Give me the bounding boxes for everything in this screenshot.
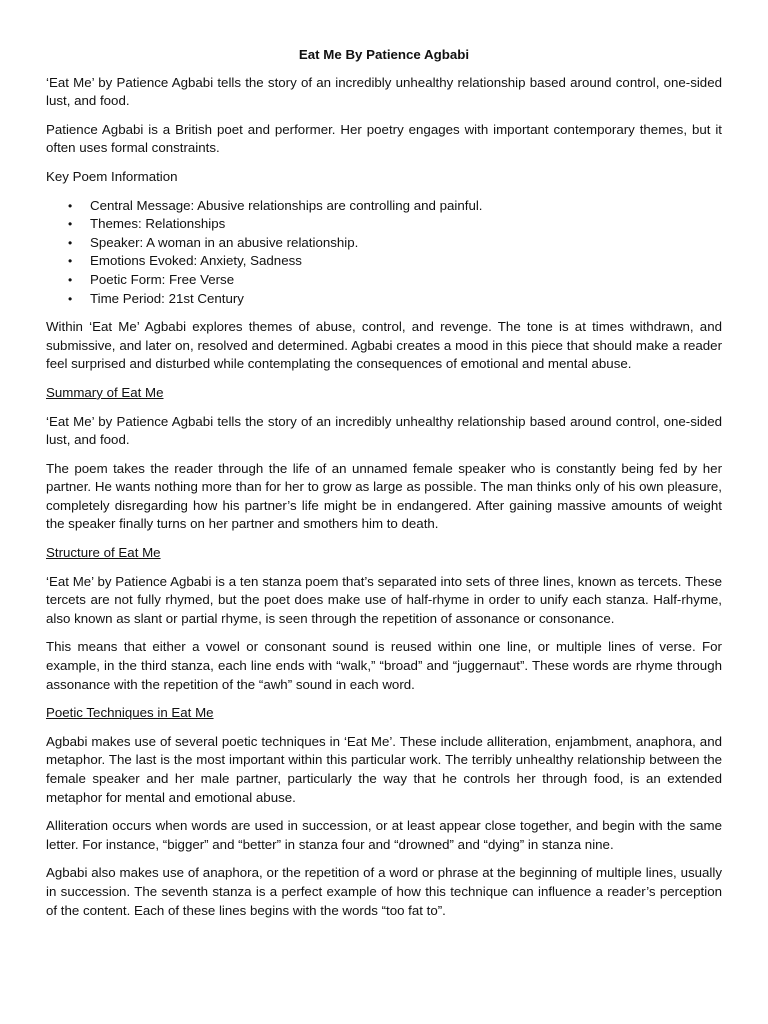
- list-item: • Themes: Relationships: [68, 215, 722, 234]
- summary-paragraph-1: ‘Eat Me’ by Patience Agbabi tells the story of an incredibly unhealthy relationship based around control, one-sided lust, and food.: [46, 413, 722, 448]
- techniques-paragraph-1: Agbabi makes use of several poetic techniques in ‘Eat Me’. These include alliteration, enjambment, anaphora, and metaphor. The last is the most important within this particular work. The terribly unhealthy relationship between the female speaker and her male partner, particularly the way that he controls her through food, is an extended metaphor for mental and emotional abuse.: [46, 733, 722, 805]
- intro-paragraph-2: Patience Agbabi is a British poet and performer. Her poetry engages with important contemporary themes, but it often uses formal constraints.: [46, 121, 722, 156]
- bullet-icon: •: [68, 235, 73, 250]
- structure-paragraph-2: This means that either a vowel or consonant sound is reused within one line, or multiple lines of verse. For example, in the third stanza, each line ends with “walk,” “broad” and “juggernaut”. These words are rhyme through assonance with the repetition of the “awh” sound in each word.: [46, 639, 722, 692]
- summary-heading: Summary of Eat Me: [46, 384, 164, 400]
- intro-paragraph-1: ‘Eat Me’ by Patience Agbabi tells the story of an incredibly unhealthy relationship based around control, one-sided lust, and food.: [46, 74, 722, 109]
- techniques-paragraph-3: Agbabi also makes use of anaphora, or the repetition of a word or phrase at the beginning of multiple lines, usually in succession. The seventh stanza is a perfect example of how this technique can influence a reader’s perception of the content. Each of these lines begins with the words “too fat to”.: [46, 865, 722, 918]
- structure-heading: Structure of Eat Me: [46, 545, 161, 561]
- techniques-heading: Poetic Techniques in Eat Me: [46, 705, 214, 721]
- bullet-icon: •: [68, 272, 73, 287]
- techniques-paragraph-2: Alliteration occurs when words are used in succession, or at least appear close together, and begin with the same letter. For instance, “bigger” and “better” in stanza four and “drowned” and “dying” in stanza nine.: [46, 818, 722, 852]
- page-title: Eat Me By Patience Agbabi: [298, 47, 470, 62]
- key-info-paragraph: Within ‘Eat Me’ Agbabi explores themes of abuse, control, and revenge. The tone is at times withdrawn, and submissive, and later on, resolved and determined. Agbabi creates a mood in this piece that should make a reader feel surprised and disturbed while contemplating the consequences of emotional and mental abuse.: [46, 319, 722, 372]
- bullet-icon: •: [68, 254, 73, 269]
- structure-paragraph-1: ‘Eat Me’ by Patience Agbabi is a ten stanza poem that’s separated into sets of three lines, known as tercets. These tercets are not fully rhymed, but the poet does make use of half-rhyme in order to unify each stanza. Half-rhyme, also known as slant or partial rhyme, is seen through the repetition of assonance or consonance.: [46, 573, 722, 626]
- bullet-icon: •: [68, 291, 73, 306]
- list-item: • Emotions Evoked: Anxiety, Sadness: [68, 252, 722, 271]
- list-item: • Speaker: A woman in an abusive relationship.: [68, 234, 722, 253]
- summary-paragraph-2: The poem takes the reader through the life of an unnamed female speaker who is constantly being fed by her partner. He wants nothing more than for her to grow as large as possible. The man thinks only of his own pleasure, completely disregarding how his partner’s life might be in endangered. After gaining massive amounts of weight the speaker finally turns on her partner and smothers him to death.: [46, 460, 722, 532]
- key-info-heading: Key Poem Information: [46, 168, 178, 184]
- list-item: • Central Message: Abusive relationships are controlling and painful.: [68, 197, 722, 216]
- list-item: • Poetic Form: Free Verse: [68, 271, 722, 290]
- bullet-icon: •: [68, 198, 73, 213]
- key-info-list: [46, 197, 722, 309]
- list-item: • Time Period: 21st Century: [68, 290, 722, 309]
- bullet-icon: •: [68, 217, 73, 232]
